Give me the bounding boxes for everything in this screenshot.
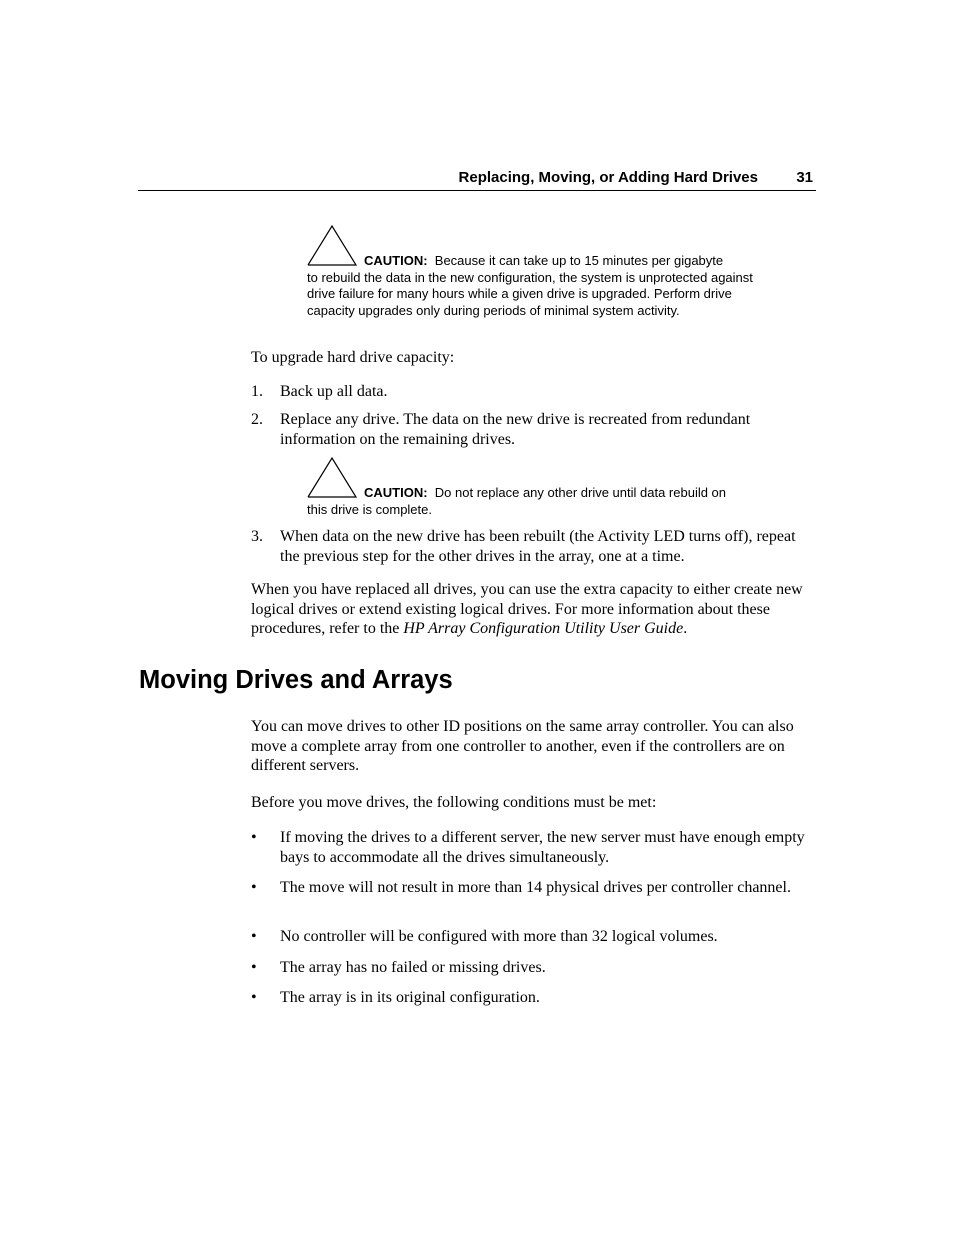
step-text: Replace any drive. The data on the new drive is recreated from redundant information on the remaining drives. [280,411,751,448]
caution-box-rebuild [307,457,767,518]
caution-label: CAUTION: [364,485,428,500]
condition-text: The array has no failed or missing drives. [280,959,546,976]
caution-triangle-icon [307,457,357,499]
bullet: • [251,959,257,976]
guide-title: HP Array Configuration Utility User Guide [403,620,684,637]
condition-text: If moving the drives to a different server, the new server must have enough empty bays to accommodate all the drives simultaneously. [280,829,805,866]
step-number: 3. [251,528,263,545]
caution-triangle-icon [307,225,357,267]
caution-first-line [307,457,767,502]
step-text: Back up all data. [280,383,388,400]
after-steps-end: . [683,620,688,637]
header-title: Replacing, Moving, or Adding Hard Drives [458,169,758,186]
step-text: When data on the new drive has been rebuilt (the Activity LED turns off), repeat the previous step for the other drives in the array, one at a time. [280,528,796,565]
section-paragraph: You can move drives to other ID positions on the same array controller. You can also move a complete array from one controller to another, even if the controllers are on different servers. [251,718,794,774]
page-number: 31 [796,169,813,186]
condition-text: The move will not result in more than 14 physical drives per controller channel. [280,879,791,896]
caution-first-line [307,225,767,270]
step-number: 2. [251,411,263,428]
caution-text: this drive is complete. [307,501,432,517]
bullet: • [251,989,257,1006]
caution-text-line1: Do not replace any other drive until data rebuild on [434,485,727,500]
caution-box-capacity [307,225,767,319]
after-steps-paragraph [251,580,816,639]
bullet: • [251,879,257,896]
running-header [138,166,816,191]
condition-text: No controller will be configured with more than 32 logical volumes. [280,928,718,945]
condition-text: The array is in its original configuration. [280,989,540,1006]
bullet: • [251,928,257,945]
conditions-intro: Before you move drives, the following conditions must be met: [251,794,657,811]
bullet: • [251,829,257,846]
intro-paragraph: To upgrade hard drive capacity: [251,349,455,366]
caution-text: to rebuild the data in the new configuration, the system is unprotected against drive failure for many hours while a given drive is upgraded. Perform drive capacity upgrades only during periods of minimal system activity. [307,269,753,318]
section-heading: Moving Drives and Arrays [139,666,453,694]
after-steps-text: When you have replaced all drives, you can use the extra capacity to either create new logical drives or extend existing logical drives. For more information about these procedures, refer to the [251,581,803,637]
caution-text-line1: Because it can take up to 15 minutes per gigabyte [434,253,724,268]
caution-label: CAUTION: [364,253,428,268]
step-number: 1. [251,383,263,400]
